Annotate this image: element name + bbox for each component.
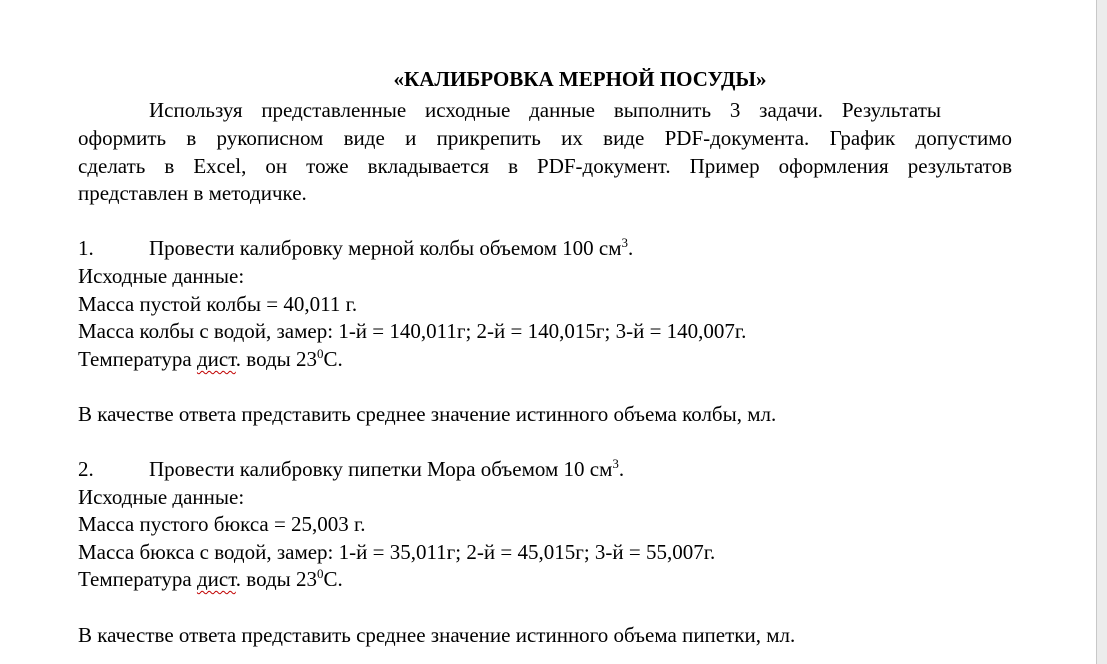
task1-temp-end: С.	[323, 347, 343, 371]
window-scrollbar-edge[interactable]	[1096, 0, 1107, 664]
task2-heading-text: Провести калибровку пипетки Мора объемом 10 см	[149, 457, 613, 481]
task2-heading-sup: 3	[612, 456, 619, 471]
task2-temperature	[78, 566, 343, 593]
task1-temp-mid: . воды 23	[235, 347, 318, 371]
task2-source-label: Исходные данные:	[78, 485, 245, 509]
task2-number: 2.	[78, 457, 94, 481]
task1-temp-prefix: Температура	[78, 347, 197, 371]
task2-temp-sup: 0	[317, 566, 324, 581]
intro-line-1: Используя представленные исходные данные выполнить 3 задачи. Результаты	[149, 98, 941, 122]
task1-source-label: Исходные данные:	[78, 264, 245, 288]
task1-temperature	[78, 346, 343, 373]
task1-mass-with-water: Масса колбы с водой, замер: 1-й = 140,011г; 2-й = 140,015г; 3-й = 140,007г.	[78, 319, 747, 343]
task2-temp-mid: . воды 23	[235, 567, 318, 591]
task1-heading-text: Провести калибровку мерной колбы объемом 100 см	[149, 236, 622, 260]
intro-line-3: сделать в Excel, он тоже вкладывается в PDF-документ. Пример оформления результатов	[78, 154, 1012, 178]
task1-answer: В качестве ответа представить среднее значение истинного объема колбы, мл.	[78, 402, 777, 426]
task2-answer: В качестве ответа представить среднее значение истинного объема пипетки, мл.	[78, 623, 796, 647]
task1-heading-sup: 3	[621, 235, 628, 250]
task1-number: 1.	[78, 236, 94, 260]
task2-temp-spellcheck-word: дист	[196, 567, 236, 591]
task1-temp-sup: 0	[317, 346, 324, 361]
document-title: «КАЛИБРОВКА МЕРНОЙ ПОСУДЫ»	[393, 67, 767, 91]
task1-heading	[78, 235, 633, 262]
intro-line-4: представлен в методичке.	[78, 181, 307, 205]
task1-temp-spellcheck-word: дист	[196, 347, 236, 371]
task2-heading-end: .	[618, 457, 625, 481]
task1-mass-empty: Масса пустой колбы = 40,011 г.	[78, 292, 358, 316]
task2-temp-prefix: Температура	[78, 567, 197, 591]
task2-heading	[78, 456, 624, 483]
intro-line-2: оформить в рукописном виде и прикрепить их виде PDF-документа. График допустимо	[78, 126, 1012, 150]
task1-heading-end: .	[628, 236, 634, 260]
task2-mass-with-water: Масса бюкса с водой, замер: 1-й = 35,011г; 2-й = 45,015г; 3-й = 55,007г.	[78, 540, 716, 564]
task2-temp-end: С.	[323, 567, 343, 591]
task2-mass-empty: Масса пустого бюкса = 25,003 г.	[78, 512, 366, 536]
